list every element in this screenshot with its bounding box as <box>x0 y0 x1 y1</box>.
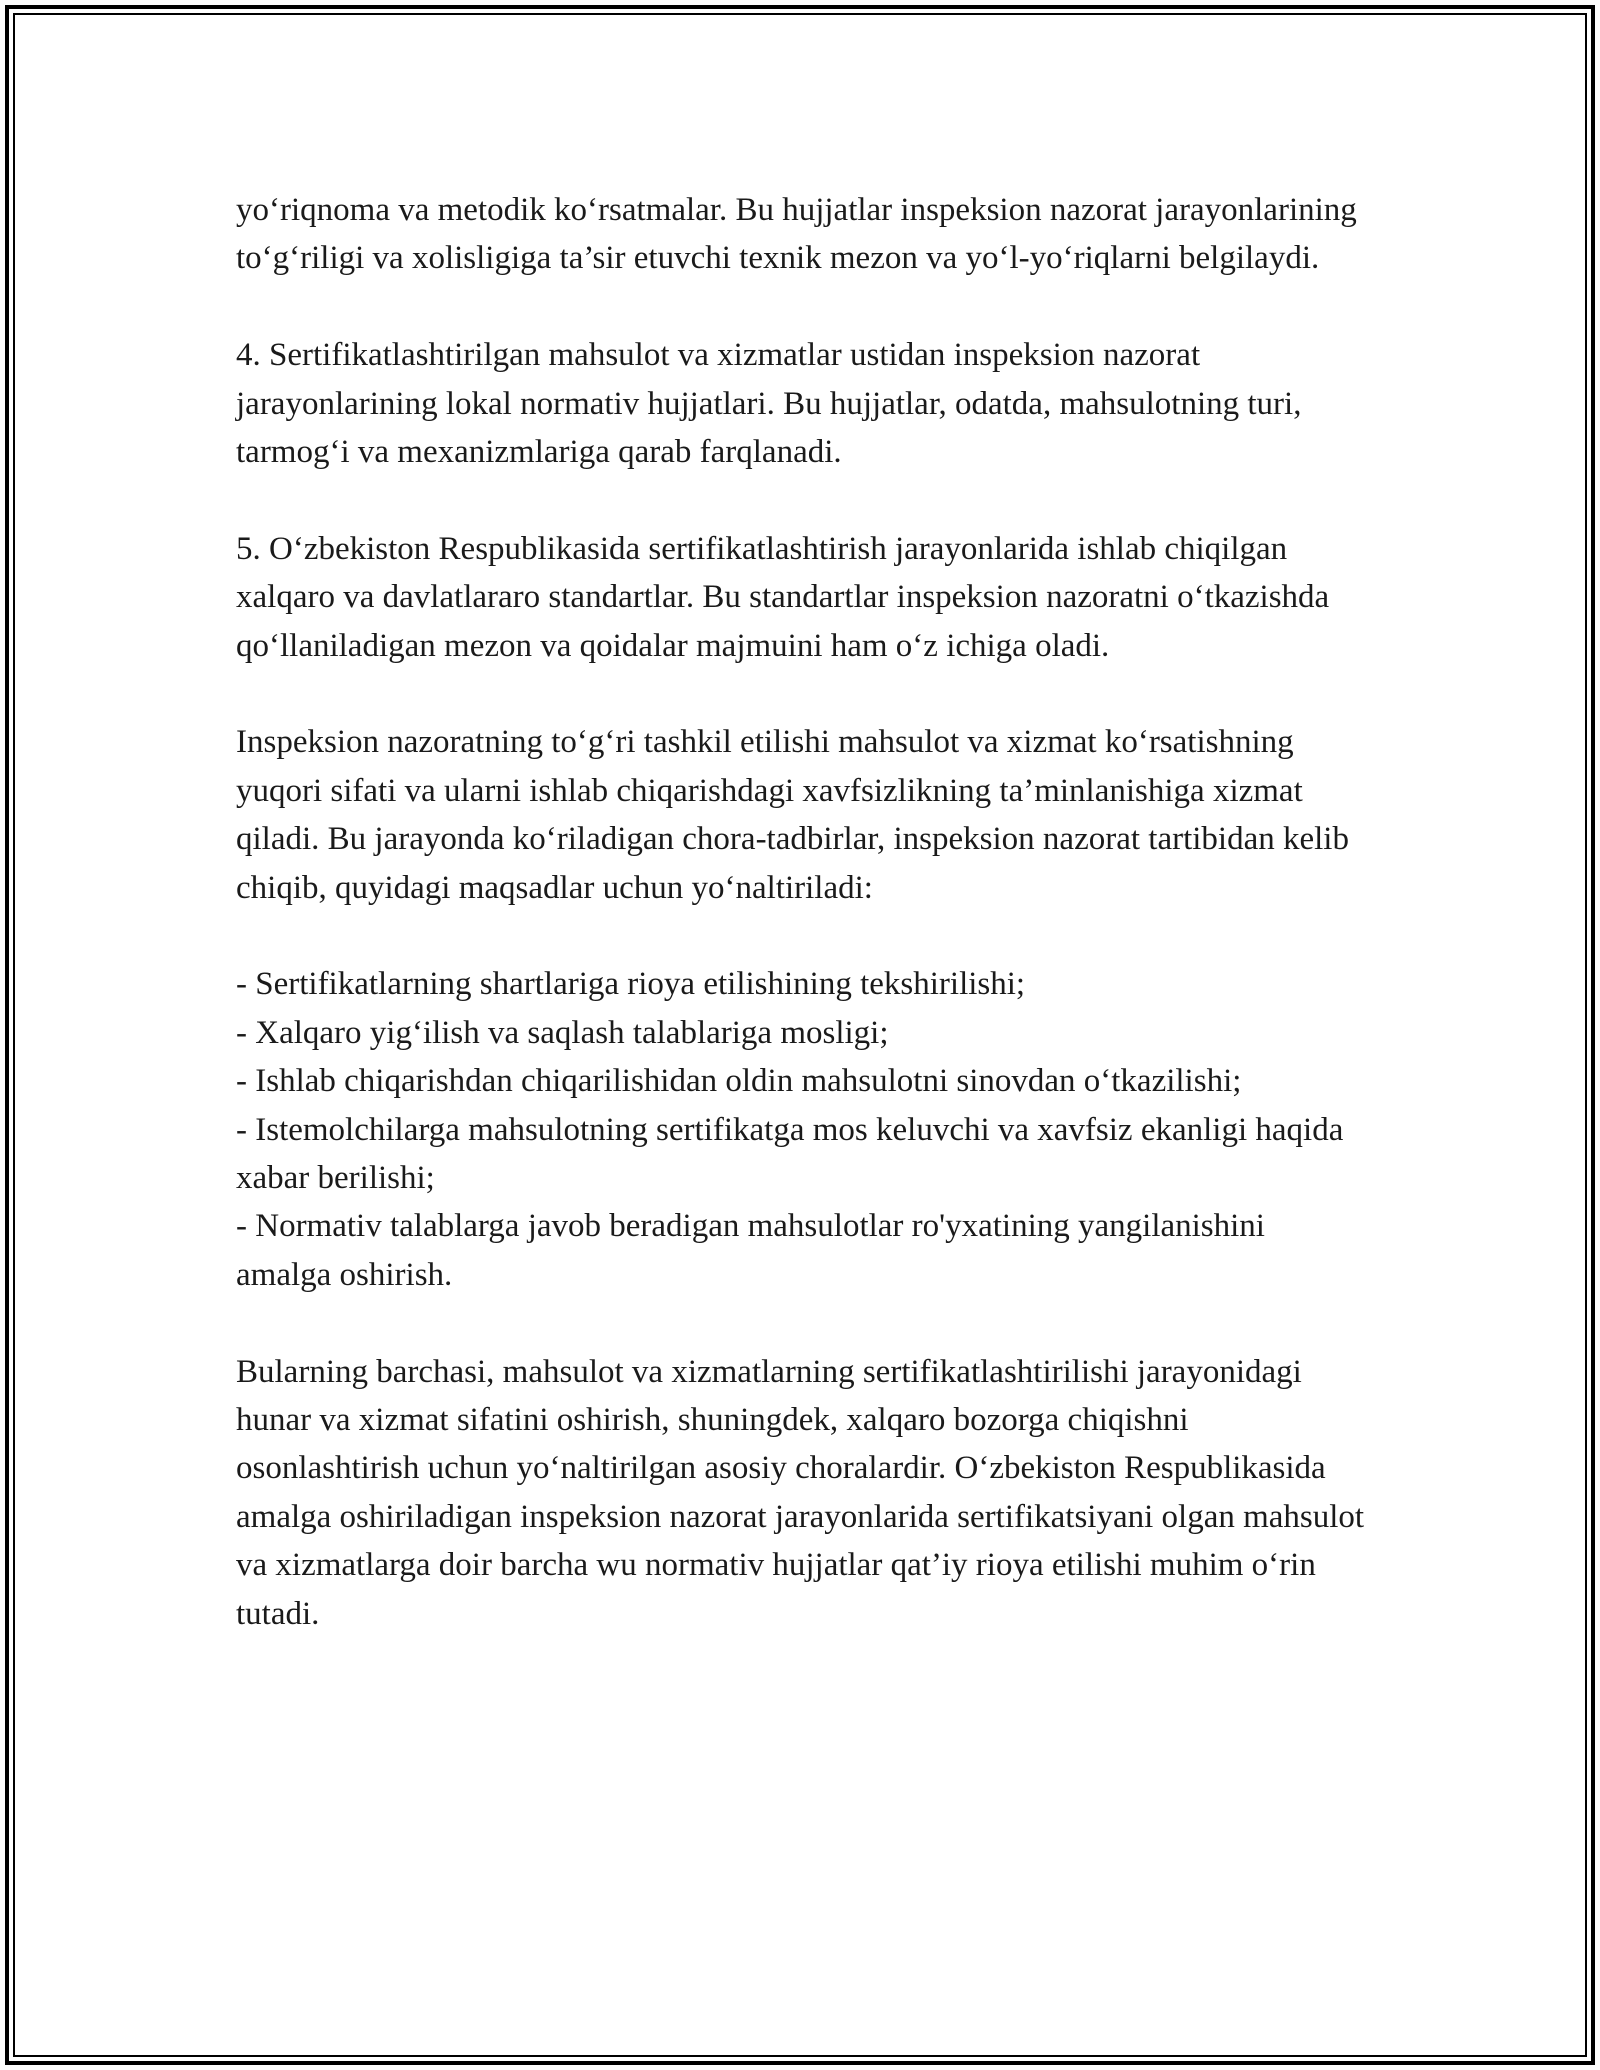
list-item: - Normativ talablarga javob beradigan mahsulotlar ro'yxatining yangilanishini amalga oshirish. <box>236 1208 1265 1293</box>
paragraph: Inspeksion nazoratning to‘g‘ri tashkil etilishi mahsulot va xizmat ko‘rsatishning yuqori sifati va ularni ishlab chiqarishdagi xavfsizlikning ta’minlanishiga xizmat qiladi. Bu jarayonda ko‘riladigan chora-tadbirlar, inspeksion nazorat tartibidan kelib chiqib, quyidagi maqsadlar uchun yo‘naltiriladi: <box>236 724 1349 906</box>
paragraph: 5. O‘zbekiston Respublikasida sertifikatlashtirish jarayonlarida ishlab chiqilgan xalqaro va davlatlararo standartlar. Bu standartlar inspeksion nazoratni o‘tkazishda qo‘llaniladigan mezon va qoidalar majmuini ham o‘z ichiga oladi. <box>236 530 1330 664</box>
list-item: - Ishlab chiqarishdan chiqarilishidan oldin mahsulotni sinovdan o‘tkazilishi; <box>236 1063 1242 1100</box>
list-item: - Istemolchilarga mahsulotning sertifikatga mos keluvchi va xavfsiz ekanligi haqida xabar berilishi; <box>236 1111 1344 1197</box>
paragraph: yo‘riqnoma va metodik ko‘rsatmalar. Bu hujjatlar inspeksion nazorat jarayonlarining to‘g‘riligi va xolisligiga ta’sir etuvchi texnik mezon va yo‘l-yo‘riqlarni belgilaydi. <box>236 192 1357 277</box>
document-body <box>236 186 1366 1638</box>
goals-list <box>236 960 1366 1299</box>
paragraph: 4. Sertifikatlashtirilgan mahsulot va xizmatlar ustidan inspeksion nazorat jarayonlarining lokal normativ hujjatlari. Bu hujjatlar, odatda, mahsulotning turi, tarmog‘i va mexanizmlariga qarab farqlanadi. <box>236 337 1302 471</box>
paragraph: Bularning barchasi, mahsulot va xizmatlarning sertifikatlashtirilishi jarayonidagi hunar va xizmat sifatini oshirish, shuningdek, xalqaro bozorga chiqishni osonlashtirish uchun yo‘naltirilgan asosiy choralardir. O‘zbekiston Respublikasida amalga oshiriladigan inspeksion nazorat jarayonlarida sertifikatsiyani olgan mahsulot va xizmatlarga doir barcha wu normativ hujjatlar qat’iy rioya etilishi muhim o‘rin tutadi. <box>236 1353 1365 1632</box>
list-item: - Sertifikatlarning shartlariga rioya etilishining tekshirilishi; <box>236 966 1026 1003</box>
list-item: - Xalqaro yig‘ilish va saqlash talablariga mosligi; <box>236 1014 889 1051</box>
